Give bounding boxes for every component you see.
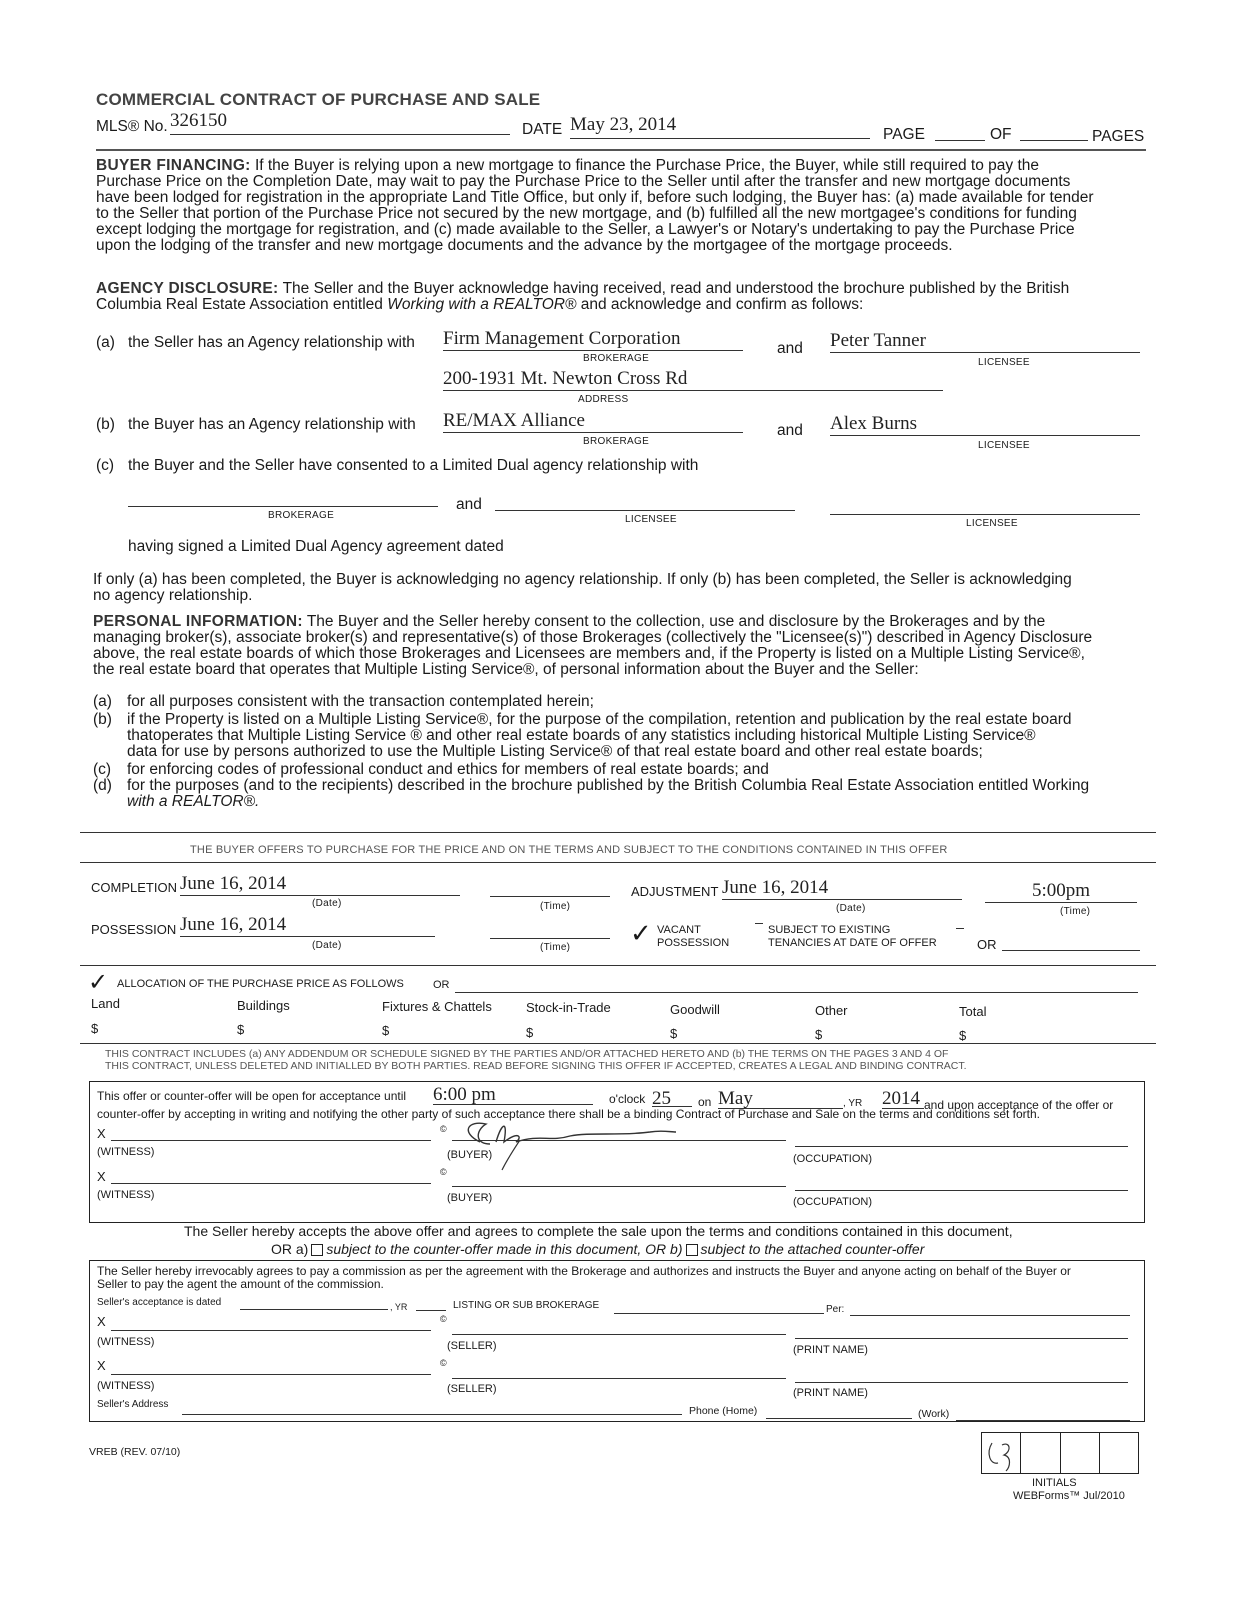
- listing-brokerage-field[interactable]: [614, 1301, 824, 1314]
- initials-label: INITIALS: [1032, 1477, 1077, 1489]
- brokerage-caption: BROKERAGE: [583, 353, 650, 364]
- acceptance-line2: counter-offer by accepting in writing and notifying the other party of such acceptance there shall be a binding Contract of Purchase and Sale on the terms and conditions set forth.: [97, 1107, 1041, 1121]
- offer-banner: THE BUYER OFFERS TO PURCHASE FOR THE PRICE AND ON THE TERMS AND SUBJECT TO THE CONDITIONS CONTAINED IN THIS OFFER: [190, 844, 948, 856]
- open-text: This offer or counter-offer will be open for acceptance until: [97, 1089, 407, 1103]
- open-year-field[interactable]: [882, 1088, 924, 1109]
- list-item: [93, 712, 1155, 760]
- yr-label: , YR: [390, 1302, 408, 1312]
- agency-a-text: the Seller has an Agency relationship with: [128, 334, 415, 351]
- adjustment-date: June 16, 2014: [722, 877, 829, 898]
- open-time: 6:00 pm: [433, 1084, 496, 1105]
- includes-note: [105, 1048, 967, 1072]
- licensee-caption: LICENSEE: [978, 357, 1030, 368]
- buyer-signature-image: [450, 1112, 690, 1172]
- x-mark: X: [97, 1314, 106, 1329]
- possession-date-field[interactable]: [180, 914, 435, 937]
- vacant-line: VACANT: [657, 924, 701, 936]
- item-text: for enforcing codes of professional conduct and ethics for members of real estate boards; and: [127, 761, 769, 778]
- item-line: data for use by persons authorized to use the Multiple Listing Service® of that real estate board and other real estate boards;: [127, 743, 983, 760]
- financing-line: If the Buyer is relying upon a new mortgage to finance the Purchase Price, the Buyer, while still required to pay the: [254, 157, 1039, 174]
- phone-work-field[interactable]: [956, 1408, 1130, 1421]
- buyer-caption: (BUYER): [447, 1192, 493, 1204]
- mls-value: 326150: [170, 110, 227, 131]
- witness-caption: (WITNESS): [97, 1336, 155, 1348]
- financing-line: except lodging the mortgage for registration, and (c) made available to the Seller, a Lawyer's or Notary's undertaking to pay the Purchase Price: [96, 221, 1075, 238]
- financing-heading: BUYER FINANCING:: [96, 157, 251, 174]
- financing-section: [96, 158, 1151, 254]
- open-day: 25: [652, 1088, 671, 1109]
- dual-agreement-text: having signed a Limited Dual Agency agreement dated: [128, 538, 504, 555]
- seller-signature-field[interactable]: [452, 1320, 786, 1335]
- initials-box[interactable]: [1100, 1433, 1138, 1473]
- subject-line: TENANCIES AT DATE OF OFFER: [768, 937, 937, 949]
- agency-heading: AGENCY DISCLOSURE:: [96, 280, 279, 297]
- seller-print-name-field-2[interactable]: [795, 1368, 1128, 1383]
- header-divider: [96, 149, 1146, 151]
- adjustment-time-field[interactable]: [985, 880, 1137, 903]
- or-check-box[interactable]: [956, 928, 964, 929]
- item-label: (d): [93, 777, 112, 794]
- seller-witness-field[interactable]: [111, 1316, 431, 1331]
- oclock-label: o'clock: [609, 1092, 646, 1106]
- agency-note-line: no agency relationship.: [93, 587, 253, 604]
- commission-line: Seller to pay the agent the amount of the commission.: [97, 1277, 384, 1291]
- option-a-text: subject to the counter-offer made in this document, OR b): [326, 1241, 683, 1257]
- x-mark: X: [97, 1126, 106, 1141]
- item-line: for the purposes (and to the recipients) described in the brochure published by the British Columbia Real Estate Association entitled Working: [127, 777, 1090, 794]
- and-label: and: [777, 422, 803, 439]
- open-month-field[interactable]: [718, 1088, 843, 1109]
- brokerage-caption: BROKERAGE: [583, 436, 650, 447]
- seller-signature-field-2[interactable]: [452, 1364, 786, 1379]
- on-label: on: [698, 1095, 712, 1109]
- commission-text: [97, 1265, 1137, 1291]
- seller-print-name-field[interactable]: [795, 1324, 1128, 1339]
- agency-line1: The Seller and the Buyer acknowledge having received, read and understood the brochure published by the British: [282, 280, 1070, 297]
- seller-witness-field-2[interactable]: [111, 1360, 431, 1375]
- contract-title: COMMERCIAL CONTRACT OF PURCHASE AND SALE: [96, 90, 541, 109]
- dollar-sign: $: [382, 1023, 390, 1038]
- seller-brokerage-address: 200-1931 Mt. Newton Cross Rd: [443, 368, 688, 389]
- date-caption: (Date): [312, 898, 342, 909]
- agency-b-label: (b): [96, 416, 115, 433]
- dollar-sign: $: [815, 1027, 823, 1042]
- date-caption: (Date): [312, 940, 342, 951]
- personal-line: managing broker(s), associate broker(s) and representative(s) of those Brokerages (collectively the "Licensee(s)") described in Agency Disclosure: [93, 629, 1093, 646]
- mls-label: MLS® No.: [96, 118, 168, 135]
- list-item: [93, 762, 1155, 778]
- vacant-line: POSSESSION: [657, 937, 730, 949]
- alloc-col-goodwill: Goodwill: [670, 1002, 720, 1017]
- acceptance-tail: and upon acceptance of the offer or: [924, 1098, 1114, 1112]
- personal-info-intro: [93, 614, 1155, 678]
- agency-intro: [96, 281, 1151, 313]
- section-divider: [80, 832, 1156, 833]
- open-time-field[interactable]: [433, 1084, 593, 1105]
- print-name-caption: (PRINT NAME): [793, 1387, 868, 1399]
- seller-accepted-label: Seller's acceptance is dated: [97, 1297, 222, 1308]
- yr-label: , YR: [843, 1098, 863, 1109]
- or-label: OR: [433, 979, 450, 991]
- dollar-sign: $: [526, 1025, 534, 1040]
- date-caption: (Date): [836, 903, 866, 914]
- completion-label: COMPLETION: [91, 880, 177, 895]
- allocation-check-icon[interactable]: ✓: [88, 969, 109, 996]
- personal-info-items: [93, 694, 1155, 810]
- initials-boxes: [981, 1432, 1139, 1474]
- dual-brokerage-field[interactable]: [128, 490, 438, 507]
- item-text: [127, 778, 1089, 810]
- item-text: for all purposes consistent with the transaction contemplated herein;: [127, 693, 594, 710]
- seller-brokerage-address-field[interactable]: [443, 368, 943, 391]
- witness-signature-field-2[interactable]: [111, 1169, 431, 1184]
- and-label: and: [777, 340, 803, 357]
- page-total-field[interactable]: [1020, 124, 1088, 141]
- per-field[interactable]: [850, 1303, 1130, 1316]
- possession-label: POSSESSION: [91, 922, 177, 937]
- item-text: [127, 712, 1072, 760]
- alloc-col-stock: Stock-in-Trade: [526, 1000, 611, 1015]
- possession-date: June 16, 2014: [180, 914, 287, 935]
- list-item: [93, 778, 1155, 810]
- seller-caption: (SELLER): [447, 1383, 497, 1395]
- seller-accept-line2: [271, 1241, 924, 1257]
- item-line: with a REALTOR®.: [127, 793, 260, 810]
- seller-address-field[interactable]: [182, 1402, 682, 1415]
- item-label: (a): [93, 693, 112, 710]
- licensee-caption: LICENSEE: [966, 518, 1018, 529]
- address-caption: ADDRESS: [578, 394, 629, 405]
- item-line: if the Property is listed on a Multiple Listing Service®, for the purpose of the compilation, retention and publication by the real estate board: [127, 711, 1072, 728]
- witness-caption: (WITNESS): [97, 1189, 155, 1201]
- phone-home-label: Phone (Home): [689, 1405, 758, 1417]
- personal-line: The Buyer and the Seller hereby consent to the collection, use and disclosure by the Brokerages and by the: [306, 613, 1046, 630]
- page-number-field[interactable]: [935, 124, 985, 141]
- seller-brokerage-field[interactable]: [443, 328, 743, 351]
- subject-tenancies-label: [768, 924, 937, 950]
- vacant-possession-label: [657, 924, 729, 950]
- dollar-sign: $: [237, 1022, 245, 1037]
- item-label: (c): [93, 761, 112, 778]
- brokerage-caption: BROKERAGE: [268, 510, 335, 521]
- or-label: OR: [977, 937, 997, 952]
- adjustment-date-field[interactable]: [722, 877, 962, 900]
- alloc-col-other: Other: [815, 1003, 848, 1018]
- occupation-caption: (OCCUPATION): [793, 1196, 873, 1208]
- commission-line: The Seller hereby irrevocably agrees to pay a commission as per the agreement with the Brokerage and authorizes and instructs the Buyer and anyone acting on behalf of the Buyer or: [97, 1264, 1071, 1278]
- seller-brokerage: Firm Management Corporation: [443, 328, 681, 349]
- seller-caption: (SELLER): [447, 1340, 497, 1352]
- seal-mark: ©: [440, 1314, 447, 1324]
- subject-check-box[interactable]: [755, 923, 763, 924]
- buyer-licensee: Alex Burns: [830, 413, 918, 434]
- option-a-label: OR a): [271, 1241, 309, 1257]
- seller-licensee: Peter Tanner: [830, 330, 926, 351]
- financing-line: Purchase Price on the Completion Date, may wait to pay the Purchase Price to the Seller until after the transfer and new mortgage documents: [96, 173, 1071, 190]
- allocation-other-field[interactable]: [455, 982, 1138, 993]
- seller-accepted-year-field[interactable]: [416, 1298, 446, 1311]
- alloc-col-buildings: Buildings: [237, 998, 290, 1013]
- buyer-caption: (BUYER): [447, 1149, 493, 1161]
- open-day-field[interactable]: [652, 1088, 692, 1107]
- completion-date-field[interactable]: [180, 873, 460, 896]
- dollar-sign: $: [91, 1021, 99, 1036]
- personal-heading: PERSONAL INFORMATION:: [93, 613, 303, 630]
- date-value: May 23, 2014: [570, 114, 677, 135]
- initials-box[interactable]: [1021, 1433, 1060, 1473]
- seller-accepted-date-field[interactable]: [240, 1297, 388, 1310]
- buyer-signature-field-2[interactable]: [452, 1172, 786, 1187]
- buyer-brokerage-field[interactable]: [443, 410, 743, 433]
- buyer-brokerage: RE/MAX Alliance: [443, 410, 585, 431]
- x-mark: X: [97, 1358, 106, 1373]
- print-name-caption: (PRINT NAME): [793, 1344, 868, 1356]
- of-label: OF: [990, 126, 1012, 143]
- counter-offer-a-checkbox[interactable]: [311, 1244, 323, 1256]
- phone-home-field[interactable]: [766, 1406, 912, 1419]
- item-line: thatoperates that Multiple Listing Service ® and other real estate boards of any statistics including historical Multiple Listing Service®: [127, 727, 1036, 744]
- adjustment-time: 5:00pm: [1031, 880, 1091, 901]
- vacant-check-icon[interactable]: ✓: [630, 918, 652, 948]
- section-divider: [80, 862, 1156, 863]
- per-label: Per:: [826, 1304, 845, 1315]
- open-month: May: [718, 1088, 753, 1109]
- initials-box[interactable]: [982, 1433, 1021, 1473]
- seller-licensee-field[interactable]: [830, 330, 1140, 353]
- initials-mark-image: [982, 1433, 1020, 1473]
- financing-line: have been lodged for registration in the appropriate Land Title Office, but only if, before such lodging, the Buyer has: (a) made available for tender: [96, 189, 1094, 206]
- allocation-label: ALLOCATION OF THE PURCHASE PRICE AS FOLLOWS: [117, 978, 404, 990]
- subject-line: SUBJECT TO EXISTING: [768, 924, 891, 936]
- section-divider: [80, 1043, 1156, 1044]
- agency-c-text: the Buyer and the Seller have consented to a Limited Dual agency relationship with: [128, 457, 699, 474]
- completion-date: June 16, 2014: [180, 873, 287, 894]
- agency-line2a: Columbia Real Estate Association entitled: [96, 296, 383, 313]
- agency-note: [93, 572, 1153, 604]
- agency-a-label: (a): [96, 334, 115, 351]
- alloc-col-land: Land: [91, 996, 120, 1011]
- date-label: DATE: [522, 121, 563, 138]
- pages-label: PAGES: [1092, 128, 1145, 145]
- agency-c-label: (c): [96, 457, 115, 474]
- section-divider: [80, 965, 1156, 966]
- seal-mark: ©: [440, 1358, 447, 1368]
- webforms-label: WEBForms™ Jul/2010: [1013, 1490, 1125, 1502]
- counter-offer-b-checkbox[interactable]: [686, 1244, 698, 1256]
- witness-signature-field[interactable]: [111, 1126, 431, 1141]
- initials-box[interactable]: [1061, 1433, 1100, 1473]
- seller-address-label: Seller's Address: [97, 1399, 169, 1410]
- alloc-col-total: Total: [959, 1004, 987, 1019]
- option-b-text: subject to the attached counter-offer: [700, 1241, 925, 1257]
- seal-mark: ©: [440, 1124, 447, 1134]
- agency-brochure-title: Working with a REALTOR®: [387, 296, 577, 313]
- completion-time-field[interactable]: [490, 880, 610, 897]
- page-label: PAGE: [883, 126, 925, 143]
- listing-label: LISTING OR SUB BROKERAGE: [453, 1300, 600, 1311]
- possession-time-field[interactable]: [490, 922, 610, 939]
- licensee-caption: LICENSEE: [625, 514, 677, 525]
- licensee-caption: LICENSEE: [978, 440, 1030, 451]
- adjustment-label: ADJUSTMENT: [631, 884, 719, 899]
- agency-b-text: the Buyer has an Agency relationship with: [128, 416, 416, 433]
- dual-licensee1-field[interactable]: [495, 494, 795, 511]
- includes-line: THIS CONTRACT, UNLESS DELETED AND INITIALLED BY BOTH PARTIES. READ BEFORE SIGNING THIS OFFER IF ACCEPTED, CREATES A LEGAL AND BINDING CONTRACT.: [105, 1060, 967, 1072]
- list-item: [93, 694, 1155, 710]
- buyer-licensee-field[interactable]: [830, 413, 1140, 436]
- witness-caption: (WITNESS): [97, 1380, 155, 1392]
- and-label: and: [456, 496, 482, 513]
- occupation-caption: (OCCUPATION): [793, 1153, 873, 1165]
- agency-note-line: If only (a) has been completed, the Buyer is acknowledging no agency relationship. If only (b) has been completed, the Seller is acknowledging: [93, 571, 1072, 588]
- witness-caption: (WITNESS): [97, 1146, 155, 1158]
- form-id: VREB (REV. 07/10): [89, 1446, 181, 1458]
- seller-accept-line1: The Seller hereby accepts the above offer and agrees to complete the sale upon the terms and conditions contained in this document,: [184, 1223, 1013, 1239]
- dollar-sign: $: [670, 1026, 678, 1041]
- personal-line: above, the real estate boards of which those Brokerages and Licensees are members and, if the Property is listed on a Multiple Listing Service®,: [93, 645, 1085, 662]
- date-field[interactable]: [570, 114, 870, 139]
- phone-work-label: (Work): [918, 1408, 950, 1420]
- financing-line: upon the lodging of the transfer and new mortgage documents and the advance by the mortgagee of the mortgage proceeds.: [96, 237, 953, 254]
- dollar-sign: $: [959, 1028, 967, 1043]
- seal-mark: ©: [440, 1167, 447, 1177]
- possession-other-field[interactable]: [1002, 936, 1140, 951]
- item-label: (b): [93, 711, 112, 728]
- alloc-col-fixtures: Fixtures & Chattels: [382, 999, 492, 1014]
- time-caption: (Time): [1060, 906, 1091, 917]
- personal-line: the real estate board that operates that Multiple Listing Service®, of personal information about the Buyer and the Seller:: [93, 661, 919, 678]
- financing-line: to the Seller that portion of the Purchase Price not secured by the new mortgage, and (b) fulfilled all the new mortgagee's conditions for funding: [96, 205, 1077, 222]
- includes-line: THIS CONTRACT INCLUDES (a) ANY ADDENDUM OR SCHEDULE SIGNED BY THE PARTIES AND/OR ATTACHED HERETO AND (b) THE TERMS ON THE PAGES 3 AND 4 OF: [105, 1048, 949, 1060]
- mls-field[interactable]: [170, 110, 510, 135]
- agency-line2b: and acknowledge and confirm as follows:: [580, 296, 864, 313]
- x-mark: X: [97, 1169, 106, 1184]
- dual-licensee2-field[interactable]: [830, 498, 1140, 515]
- time-caption: (Time): [540, 901, 571, 912]
- buyer-occupation-field[interactable]: [795, 1132, 1128, 1147]
- time-caption: (Time): [540, 942, 571, 953]
- buyer-occupation-field-2[interactable]: [795, 1176, 1128, 1191]
- open-year: 2014: [882, 1088, 920, 1109]
